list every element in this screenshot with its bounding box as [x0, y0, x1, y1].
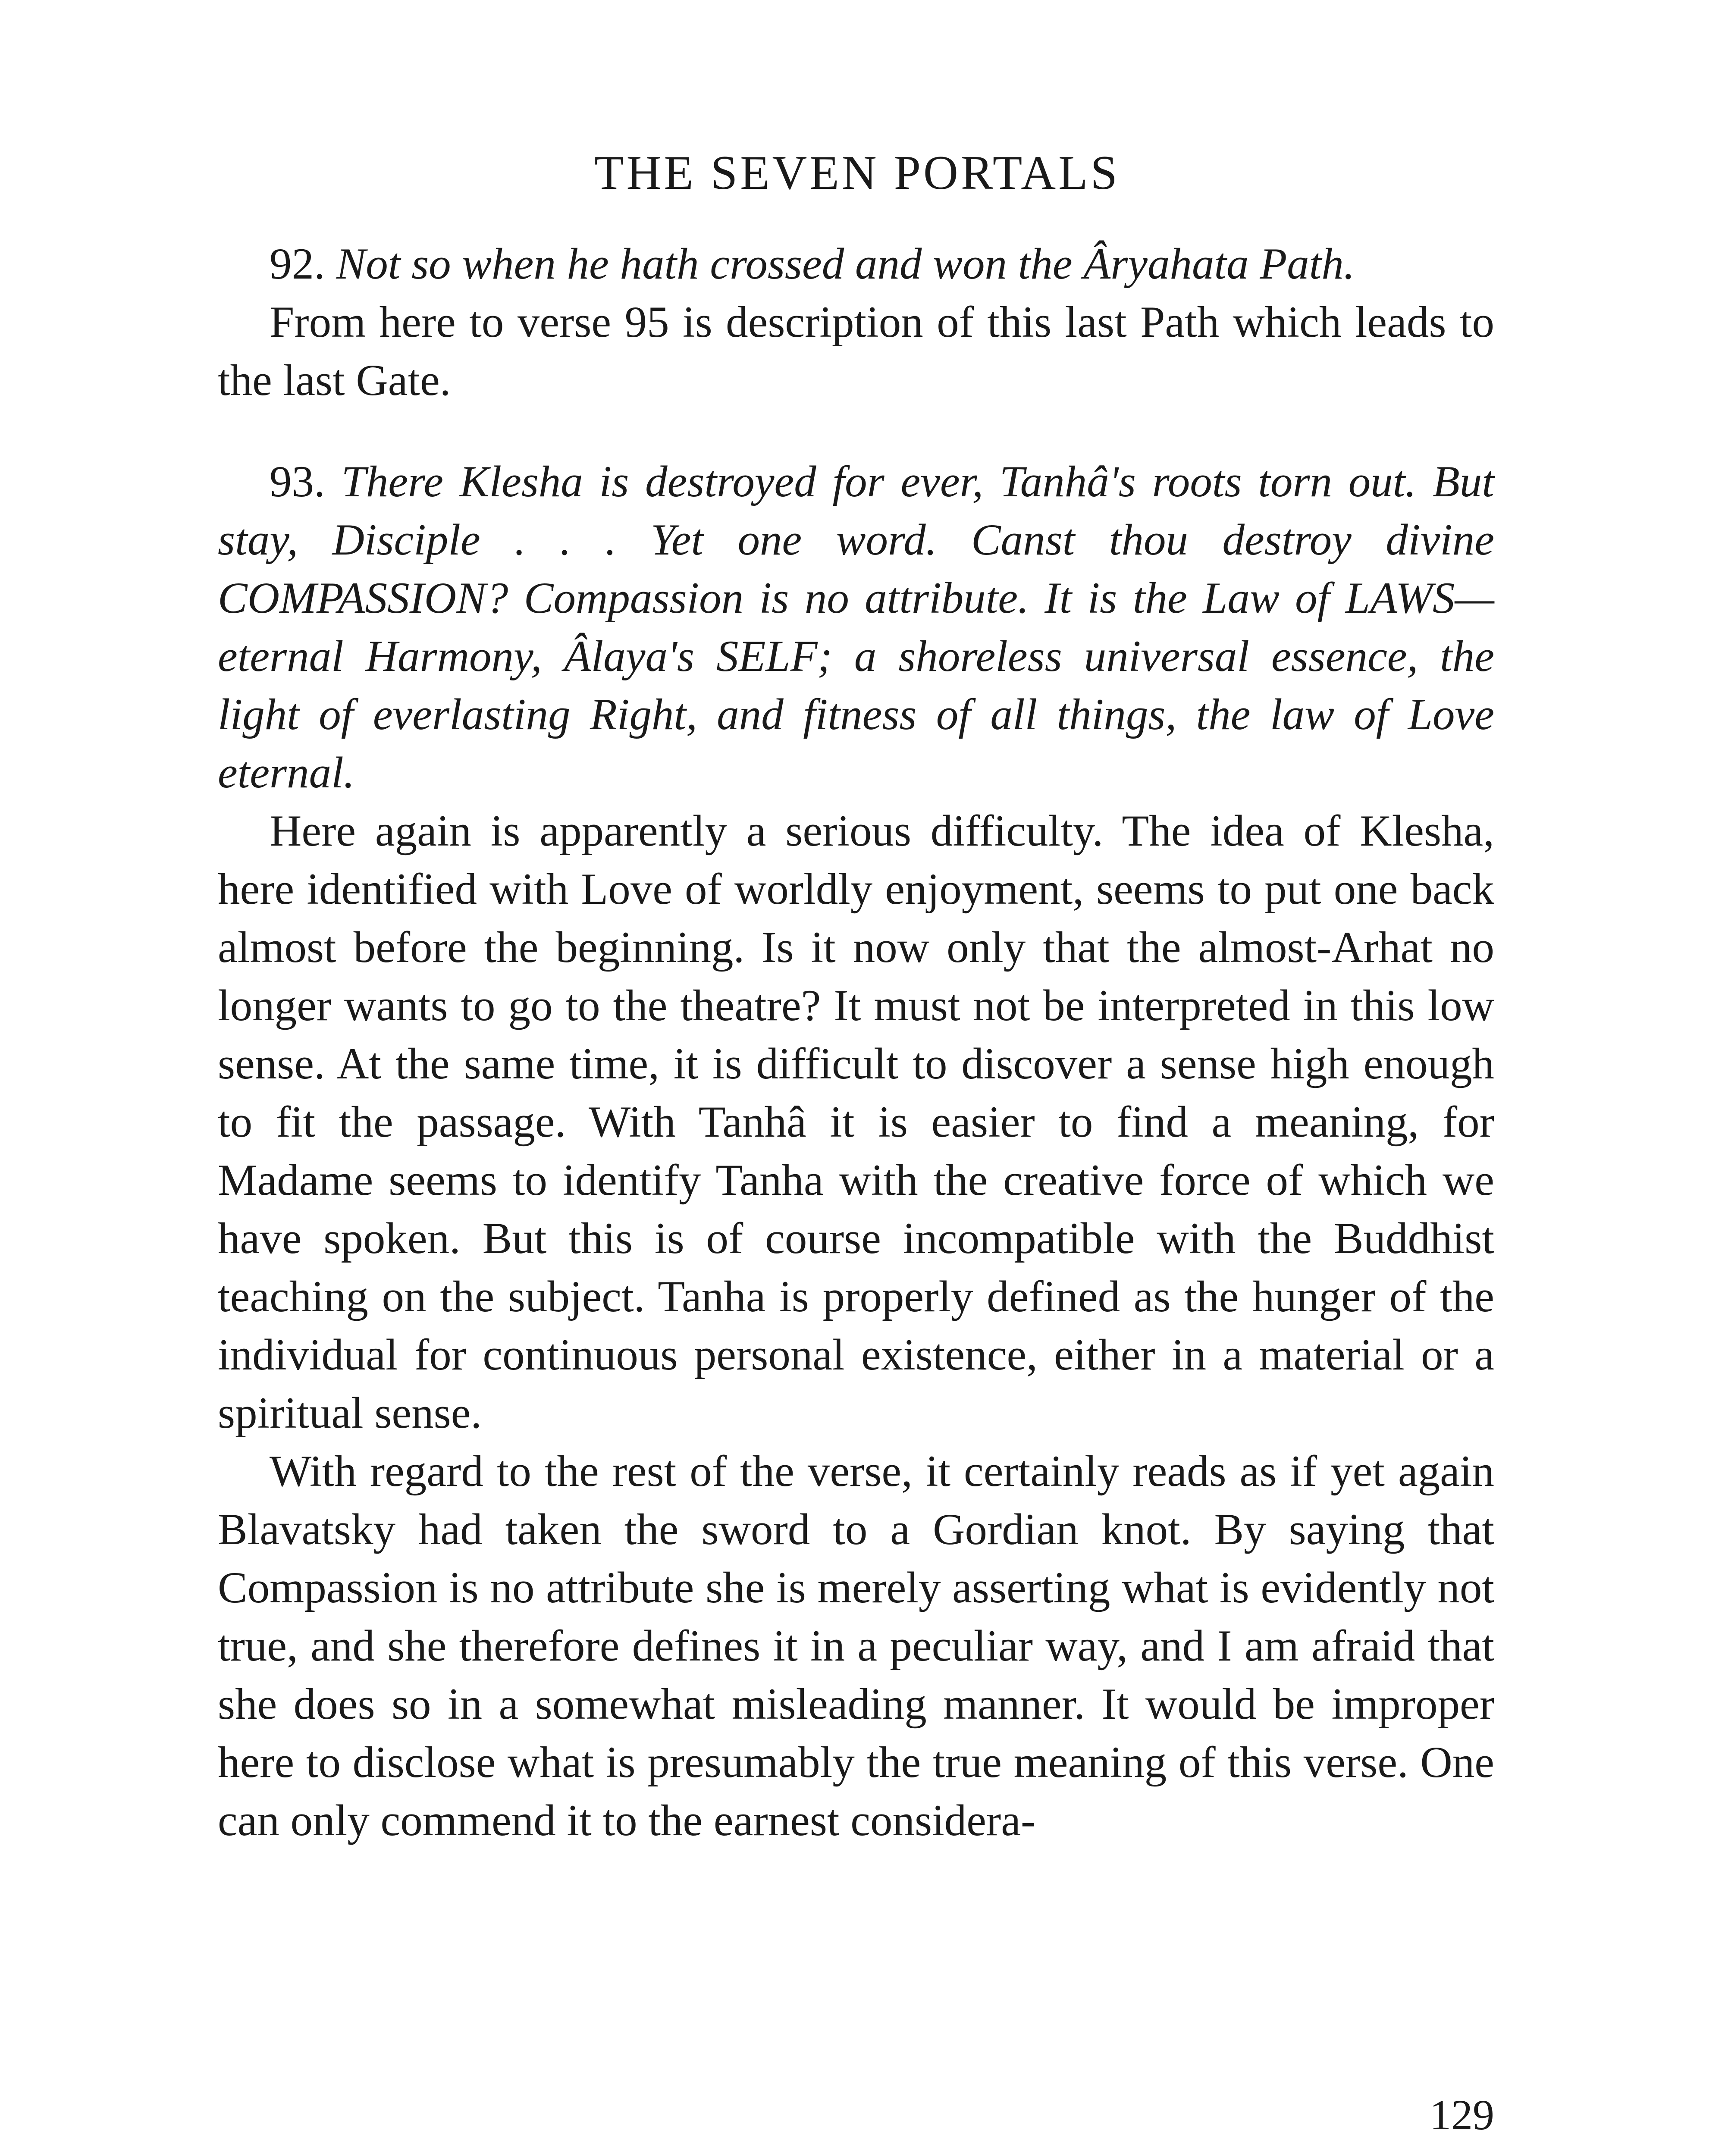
verse-92-number: 92.: [270, 239, 325, 288]
page-body: [218, 235, 1494, 1850]
section-gap: [218, 410, 1494, 453]
commentary-paragraph-2: Here again is apparently a serious difficulty. The idea of Klesha, here identified with Love of worldly enjoyment, seems to put one back almost before the beginning. Is it now only that the almost-Arhat no longer wants to go to the theatre? It must not be interpreted in this low sense. At the same time, it is difficult to discover a sense high enough to fit the passage. With Tanhâ it is easier to find a meaning, for Madame seems to identify Tanha with the creative force of which we have spoken. But this is of course incompatible with the Buddhist teaching on the subject. Tanha is properly defined as the hunger of the individual for continuous personal existence, either in a material or a spiritual sense.: [218, 806, 1494, 1438]
running-title: THE SEVEN PORTALS: [594, 146, 1120, 200]
verse-93-text: There Klesha is destroyed for ever, Tanhâ's roots torn out. But stay, Disciple . . . Yet one word. Canst thou destroy divine COMPASSION? Compassion is no attribute. It is the Law of LAWS—eternal Harmony, Âlaya's SELF; a shoreless universal essence, the light of everlasting Right, and fitness of all things, the law of Love eternal.: [218, 457, 1494, 797]
commentary-paragraph-1: From here to verse 95 is description of this last Path which leads to the last Gate.: [218, 298, 1494, 405]
verse-92: [218, 235, 1494, 293]
verse-93: [218, 453, 1494, 802]
commentary-paragraph-3: With regard to the rest of the verse, it certainly reads as if yet again Blavatsky had taken the sword to a Gordian knot. By saying that Compassion is no attribute she is merely asserting what is evidently not true, and she therefore defines it in a peculiar way, and I am afraid that she does so in a somewhat misleading manner. It would be improper here to disclose what is presumably the true meaning of this verse. One can only commend it to the earnest considera-: [218, 1447, 1494, 1845]
page-number: 129: [1430, 2091, 1494, 2139]
verse-92-text: Not so when he hath crossed and won the Âryahata Path.: [336, 239, 1355, 288]
verse-93-number: 93.: [270, 457, 325, 506]
